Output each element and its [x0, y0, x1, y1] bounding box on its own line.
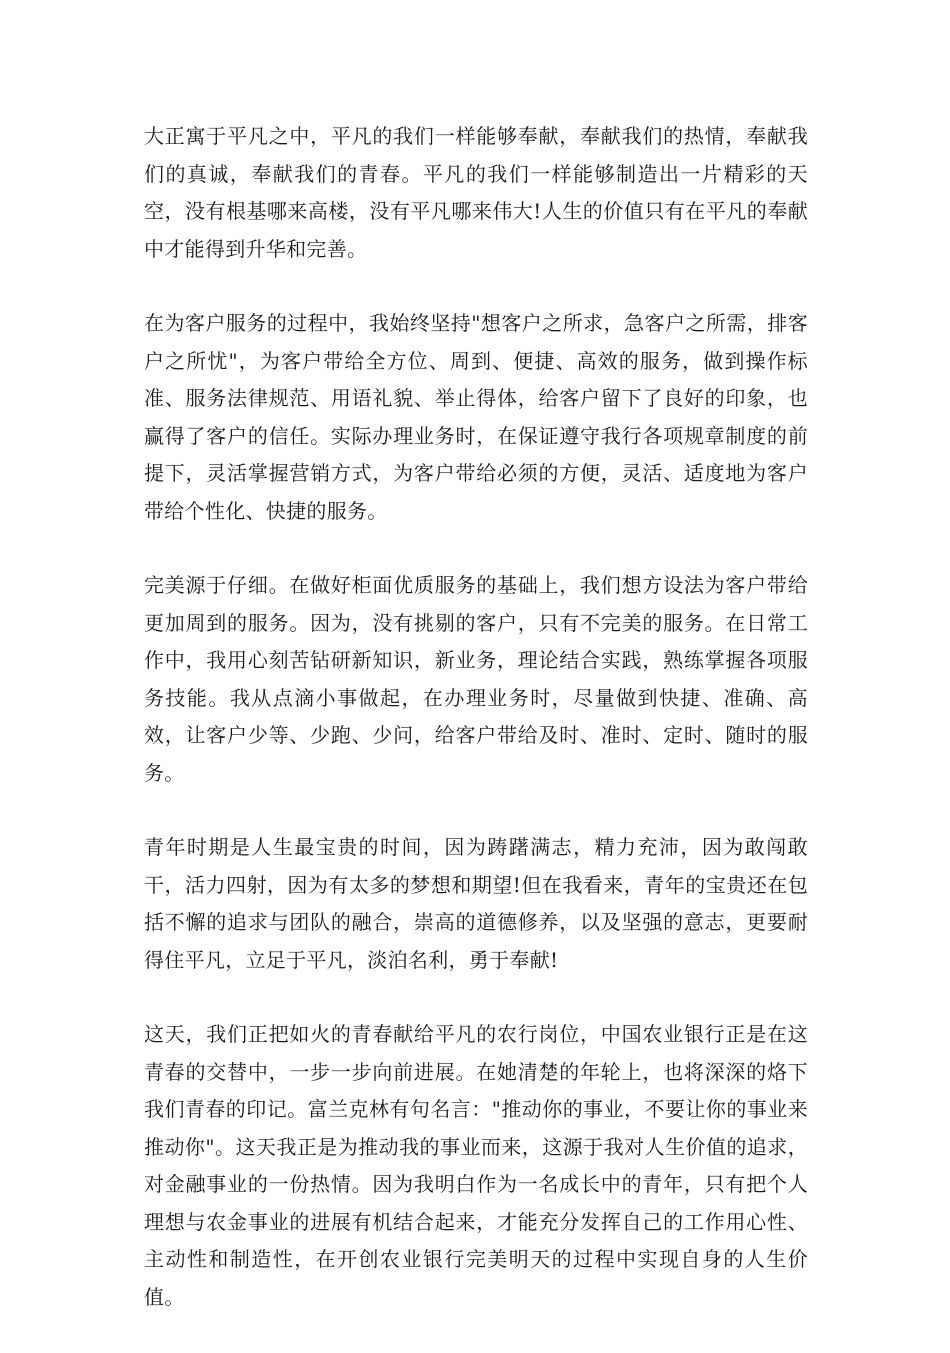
paragraph-5: 这天，我们正把如火的青春献给平凡的农行岗位，中国农业银行正是在这青春的交替中，一步一步向前进展。在她清楚的年轮上，也将深深的烙下我们青春的印记。富兰克林有句名言："推动你的事业，不要让你的事业来推动你"。这天我正是为推动我的事业而来，这源于我对人生价值的追求，对金融事业的一份热情。因为我明白作为一名成长中的青年，只有把个人理想与农金事业的进展有机结合起来，才能充分发挥自己的工作用心性、主动性和制造性，在开创农业银行完美明天的过程中实现自身的人生价值。 [144, 1022, 808, 1309]
paragraph-1: 大正寓于平凡之中，平凡的我们一样能够奉献，奉献我们的热情，奉献我们的真诚，奉献我们的青春。平凡的我们一样能够制造出一片精彩的天空，没有根基哪来高楼，没有平凡哪来伟大!人生的价值只有在平凡的奉献中才能得到升华和完善。 [144, 124, 808, 261]
paragraph-4: 青年时期是人生最宝贵的时间，因为踌躇满志，精力充沛，因为敢闯敢干，活力四射，因为有太多的梦想和期望!但在我看来，青年的宝贵还在包括不懈的追求与团队的融合，崇高的道德修养，以及坚强的意志，更要耐得住平凡，立足于平凡，淡泊名利，勇于奉献! [144, 835, 808, 972]
paragraph-2: 在为客户服务的过程中，我始终坚持"想客户之所求，急客户之所需，排客户之所忧"，为客户带给全方位、周到、便捷、高效的服务，做到操作标准、服务法律规范、用语礼貌、举止得体，给客户留下了良好的印象，也赢得了客户的信任。实际办理业务时，在保证遵守我行各项规章制度的前提下，灵活掌握营销方式，为客户带给必须的方便，灵活、适度地为客户带给个性化、快捷的服务。 [144, 311, 808, 523]
document-body [144, 118, 808, 1353]
paragraph-3: 完美源于仔细。在做好柜面优质服务的基础上，我们想方设法为客户带给更加周到的服务。因为，没有挑剔的客户，只有不完美的服务。在日常工作中，我用心刻苦钻研新知识，新业务，理论结合实践，熟练掌握各项服务技能。我从点滴小事做起，在办理业务时，尽量做到快捷、准确、高效，让客户少等、少跑、少问，给客户带给及时、准时、定时、随时的服务。 [144, 573, 808, 785]
